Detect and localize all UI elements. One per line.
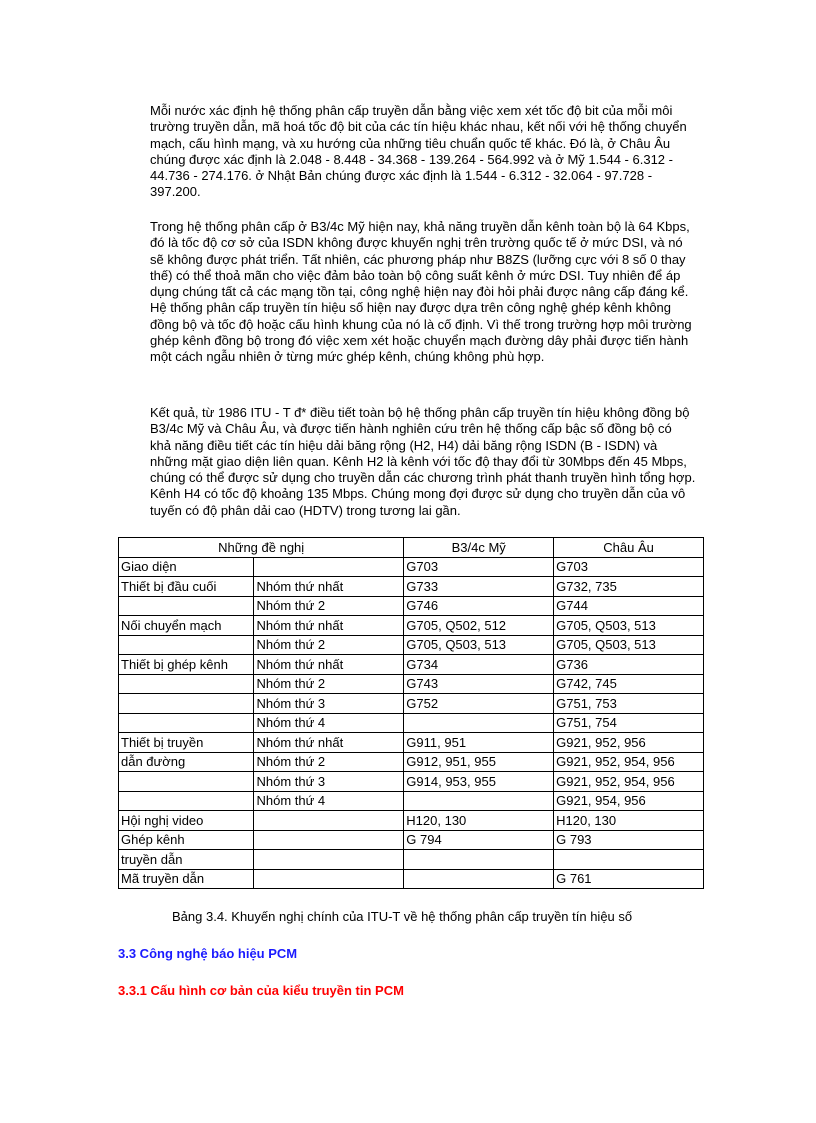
itu-recommendations-table [118, 537, 704, 889]
table-cell: G912, 951, 955 [404, 752, 554, 772]
table-cell [254, 811, 404, 831]
table-cell: H120, 130 [404, 811, 554, 831]
header-cell: B3/4c Mỹ [404, 538, 554, 558]
table-cell: G751, 754 [554, 713, 704, 733]
table-cell: dẫn đường [119, 752, 254, 772]
table-cell: G 794 [404, 830, 554, 850]
table-cell: G752 [404, 694, 554, 714]
table-cell: G921, 954, 956 [554, 791, 704, 811]
table-cell: G705, Q503, 513 [554, 616, 704, 636]
table-row [119, 772, 704, 792]
table-cell: Thiết bị ghép kênh [119, 655, 254, 675]
table-row [119, 635, 704, 655]
table-cell [404, 869, 554, 889]
section-heading: 3.3 Công nghệ báo hiệu PCM [118, 946, 298, 961]
table-cell [119, 772, 254, 792]
table-cell: Nhóm thứ 2 [254, 752, 404, 772]
table-cell: Nhóm thứ 2 [254, 635, 404, 655]
table-cell [404, 713, 554, 733]
table-cell [119, 596, 254, 616]
table-cell: Nhóm thứ 4 [254, 791, 404, 811]
table-cell: G705, Q503, 513 [554, 635, 704, 655]
header-cell: Châu Âu [554, 538, 704, 558]
table-cell [119, 635, 254, 655]
table-cell [119, 694, 254, 714]
table-cell: G 761 [554, 869, 704, 889]
table-row [119, 694, 704, 714]
table-cell [119, 791, 254, 811]
table-row [119, 616, 704, 636]
table-cell: G751, 753 [554, 694, 704, 714]
table-cell: Nhóm thứ nhất [254, 655, 404, 675]
table-cell: Thiết bị truyền [119, 733, 254, 753]
table-row [119, 752, 704, 772]
table-body [119, 557, 704, 889]
table-row [119, 577, 704, 597]
table-cell: G732, 735 [554, 577, 704, 597]
table-cell: Thiết bị đầu cuối [119, 577, 254, 597]
table-cell [119, 674, 254, 694]
table-cell: Nhóm thứ nhất [254, 616, 404, 636]
table-cell: G914, 953, 955 [404, 772, 554, 792]
table-row [119, 811, 704, 831]
table-cell: G743 [404, 674, 554, 694]
table-cell: Nhóm thứ nhất [254, 733, 404, 753]
subsection-heading: 3.3.1 Cấu hình cơ bản của kiểu truyền tin PCM [118, 983, 404, 998]
table-cell [254, 557, 404, 577]
table-cell: G703 [404, 557, 554, 577]
table-cell: Hội nghị video [119, 811, 254, 831]
table-cell: Nhóm thứ 2 [254, 596, 404, 616]
paragraph: Kết quả, từ 1986 ITU - T đ* điều tiết toàn bộ hệ thống phân cấp truyền tín hiệu không đồng bộ B3/4c Mỹ và Châu Âu, và được tiến hành nghiên cứu trên hệ thống cấp bậc số đồng bộ có khả năng điều tiết các tín hiệu dải băng rộng (H2, H4) dải băng rộng ISDN (B - ISDN) và những mặt giao diện liên quan. Kênh H2 là kênh với tốc độ thay đổi từ 30Mbps đến 45 Mbps, chúng có thể được sử dụng cho truyền dẫn các chương trình phát thanh truyền hình tổng hợp. Kênh H4 có tốc độ khoảng 135 Mbps. Chúng mong đợi được sử dụng cho truyền dẫn của vô tuyến có độ phân dải cao (HDTV) trong tương lai gần. [150, 405, 696, 518]
table-cell: Nhóm thứ 2 [254, 674, 404, 694]
table-cell: truyền dẫn [119, 850, 254, 870]
table-row [119, 830, 704, 850]
table-cell: G744 [554, 596, 704, 616]
table-cell [254, 850, 404, 870]
table-cell: G705, Q503, 513 [404, 635, 554, 655]
table-cell: G921, 952, 956 [554, 733, 704, 753]
table-cell: Nhóm thứ 3 [254, 694, 404, 714]
paragraph: Mỗi nước xác định hệ thống phân cấp truyền dẫn bằng việc xem xét tốc độ bit của mỗi môi trường truyền dẫn, mã hoá tốc độ bit của các tín hiệu khác nhau, kết nối với hệ thống chuyển mạch, cấu hình mạng, và xu hướng của những tiêu chuẩn quốc tế khác. Đó là, ở Châu Âu chúng được xác định là 2.048 - 8.448 - 34.368 - 139.264 - 564.992 và ở Mỹ 1.544 - 6.312 - 44.736 - 274.176. ở Nhật Bản chúng được xác định là 1.544 - 6.312 - 32.064 - 97.728 - 397.200. [150, 103, 687, 200]
table-cell: H120, 130 [554, 811, 704, 831]
table-cell: G921, 952, 954, 956 [554, 772, 704, 792]
table-cell: G733 [404, 577, 554, 597]
table-header-row [119, 538, 704, 558]
table-cell: Nhóm thứ nhất [254, 577, 404, 597]
table-cell [404, 850, 554, 870]
table-cell: G746 [404, 596, 554, 616]
table-cell: Mã truyền dẫn [119, 869, 254, 889]
table-cell: Giao diện [119, 557, 254, 577]
table-row [119, 655, 704, 675]
table-row [119, 733, 704, 753]
header-cell: Những đề nghị [119, 538, 404, 558]
table-cell: Nhóm thứ 3 [254, 772, 404, 792]
table-row [119, 791, 704, 811]
paragraph: Trong hệ thống phân cấp ở B3/4c Mỹ hiện nay, khả năng truyền dẫn kênh toàn bộ là 64 Kbps, đó là tốc độ cơ sở của ISDN không được khuyến nghị trên trường quốc tế ở mức DSI, và nó sẽ không được phát triển. Tất nhiên, các phương pháp như B8ZS (lưỡng cực với 8 số 0 thay thế) có thể thoả mãn cho việc đảm bảo toàn bộ công suất kênh ở mức DSI. Tuy nhiên để áp dụng chúng tất cả các mạng tồn tại, công nghệ hiện nay đòi hỏi phải được nâng cấp đáng kể. Hệ thống phân cấp truyền tín hiệu số hiện nay được dựa trên công nghệ ghép kênh không đồng bộ và tốc độ hoặc cấu hình khung của nó là cố định. Vì thế trong trường hợp môi trường ghép kênh đồng bộ trong đó việc xem xét hoặc chuyển mạch đường dây phải được tiến hành một cách ngẫu nhiên ở từng mức ghép kênh, chúng không phù hợp. [150, 219, 692, 365]
table-cell [254, 869, 404, 889]
table-cell [119, 713, 254, 733]
table-row [119, 869, 704, 889]
table-cell: Nối chuyển mạch [119, 616, 254, 636]
table-row [119, 596, 704, 616]
table-cell [554, 850, 704, 870]
table-cell: G703 [554, 557, 704, 577]
table-cell: G734 [404, 655, 554, 675]
table-cell: G705, Q502, 512 [404, 616, 554, 636]
table-cell: G 793 [554, 830, 704, 850]
table-row [119, 713, 704, 733]
table-caption: Bảng 3.4. Khuyến nghị chính của ITU-T về hệ thống phân cấp truyền tín hiệu số [172, 909, 633, 924]
table-cell: Ghép kênh [119, 830, 254, 850]
table-cell [404, 791, 554, 811]
table-cell: G921, 952, 954, 956 [554, 752, 704, 772]
table-cell: G736 [554, 655, 704, 675]
table-cell: G742, 745 [554, 674, 704, 694]
table-cell [254, 830, 404, 850]
table-row [119, 557, 704, 577]
table-cell: Nhóm thứ 4 [254, 713, 404, 733]
table-row [119, 850, 704, 870]
table-row [119, 674, 704, 694]
table-cell: G911, 951 [404, 733, 554, 753]
